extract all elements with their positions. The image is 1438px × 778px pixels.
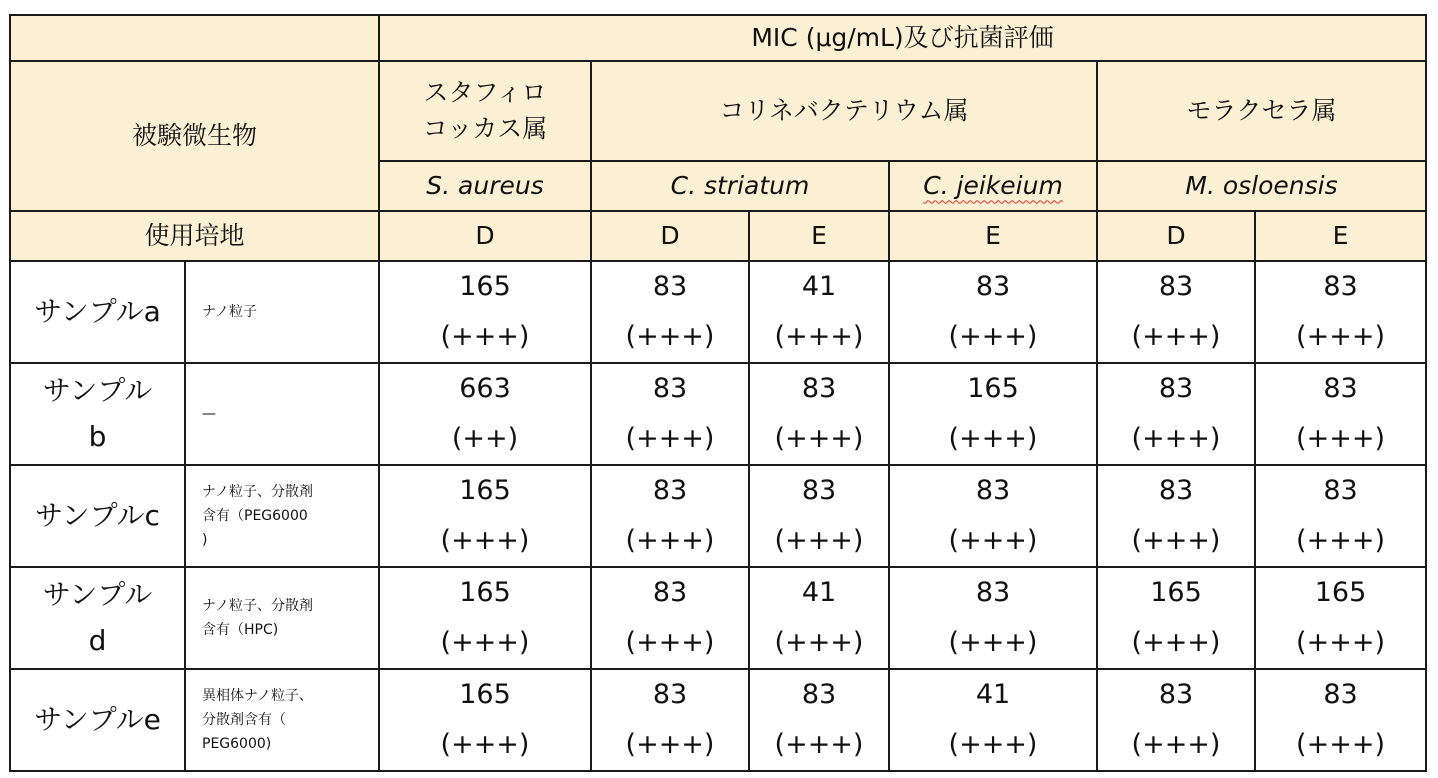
sample-condition: [185, 669, 379, 771]
sample-condition-line: ): [202, 532, 208, 548]
mic-value: 83: [1158, 475, 1194, 506]
mic-rating: (+++): [948, 627, 1038, 658]
sample-condition-line: 異相体ナノ粒子、: [202, 688, 314, 704]
corner-cell: [10, 15, 379, 61]
mic-value: 165: [967, 373, 1019, 404]
sample-condition: [185, 363, 379, 465]
mic-value: 83: [652, 373, 688, 404]
mic-cell: [591, 363, 749, 465]
mic-value: 83: [1158, 373, 1194, 404]
mic-value: 165: [459, 679, 511, 710]
mic-rating: (+++): [625, 423, 715, 454]
mic-cell: [591, 465, 749, 567]
mic-cell: [379, 567, 591, 669]
sample-condition: [185, 465, 379, 567]
mic-cell: [889, 465, 1097, 567]
sample-name-line: d: [88, 624, 107, 657]
mic-cell: [1255, 261, 1426, 363]
mic-cell: [749, 261, 889, 363]
mic-value: 663: [459, 373, 511, 404]
sample-condition: [185, 261, 379, 363]
sample-name-line: サンプルe: [34, 703, 161, 736]
mic-value: 83: [652, 475, 688, 506]
sample-condition-line: ナノ粒子: [202, 304, 258, 320]
mic-cell: [591, 261, 749, 363]
medium-cell: D: [1097, 211, 1255, 261]
sample-condition-line: PEG6000): [202, 736, 272, 752]
mic-table: [9, 14, 1427, 772]
sample-name: [10, 669, 185, 771]
mic-title: MIC (μg/mL)及び抗菌評価: [379, 15, 1426, 61]
mic-value: 83: [1323, 271, 1358, 302]
sample-condition-line: —: [202, 406, 216, 422]
mic-cell: [1097, 261, 1255, 363]
mic-cell: [379, 465, 591, 567]
mic-cell: [889, 669, 1097, 771]
sample-name: [10, 261, 185, 363]
mic-value: 83: [975, 271, 1011, 302]
sample-name-line: b: [88, 420, 107, 453]
mic-value: 83: [652, 679, 688, 710]
mic-value: 165: [1314, 577, 1367, 608]
mic-value: 83: [652, 271, 688, 302]
mic-rating: (+++): [625, 525, 715, 556]
sample-condition-line: ナノ粒子、分散剤: [202, 598, 314, 614]
mic-rating: (+++): [774, 321, 864, 352]
mic-cell: [1255, 465, 1426, 567]
mic-value: 83: [1323, 475, 1358, 506]
mic-value: 41: [975, 679, 1011, 710]
mic-value: 41: [801, 271, 837, 302]
mic-value: 83: [1323, 373, 1358, 404]
mic-rating: (+++): [1296, 423, 1385, 454]
medium-cell: D: [379, 211, 591, 261]
mic-rating: (+++): [948, 525, 1038, 556]
mic-rating: (+++): [774, 525, 864, 556]
mic-rating: (+++): [948, 423, 1038, 454]
table-row: [10, 363, 1426, 465]
sample-condition-line: 含有（HPC): [202, 622, 279, 638]
mic-value: 83: [975, 475, 1011, 506]
mic-cell: [1097, 363, 1255, 465]
sample-name: [10, 363, 185, 465]
mic-cell: [1255, 567, 1426, 669]
mic-value: 83: [1158, 679, 1194, 710]
table-row: [10, 567, 1426, 669]
sample-name: [10, 567, 185, 669]
mic-value: 83: [801, 373, 837, 404]
mic-rating: (+++): [1131, 627, 1221, 658]
mic-cell: [1097, 465, 1255, 567]
mic-rating: (+++): [1296, 321, 1385, 352]
mic-rating: (+++): [948, 729, 1038, 760]
test-microbe-label: 被験微生物: [10, 61, 379, 211]
mic-cell: [379, 363, 591, 465]
mic-cell: [1097, 567, 1255, 669]
sample-condition-line: ナノ粒子、分散剤: [202, 484, 314, 500]
mic-rating: (+++): [1131, 729, 1221, 760]
mic-rating: (+++): [1296, 729, 1385, 760]
mic-rating: (+++): [1296, 525, 1385, 556]
genus-staphylococcus: [379, 61, 591, 161]
mic-value: 165: [459, 577, 511, 608]
mic-rating: (+++): [774, 627, 864, 658]
sample-condition-line: 含有（PEG6000: [202, 508, 308, 524]
species-c-jeikeium: [889, 161, 1097, 211]
mic-cell: [1255, 669, 1426, 771]
mic-value: 83: [801, 679, 837, 710]
mic-value: 83: [652, 577, 688, 608]
medium-label: 使用培地: [10, 211, 379, 261]
mic-rating: (+++): [774, 729, 864, 760]
mic-rating: (+++): [1296, 627, 1385, 658]
mic-rating: (+++): [1131, 321, 1221, 352]
mic-value: 41: [801, 577, 837, 608]
species-c-jeikeium-text: C. jeikeium: [923, 171, 1063, 201]
mic-cell: [591, 567, 749, 669]
mic-cell: [889, 261, 1097, 363]
mic-cell: [591, 669, 749, 771]
mic-rating: (+++): [440, 321, 530, 352]
species-c-striatum: C. striatum: [591, 161, 889, 211]
mic-cell: [749, 465, 889, 567]
mic-rating: (+++): [440, 627, 530, 658]
mic-rating: (++): [451, 423, 519, 454]
mic-rating: (+++): [625, 627, 715, 658]
genus-corynebacterium: コリネバクテリウム属: [591, 61, 1097, 161]
species-s-aureus: S. aureus: [379, 161, 591, 211]
sample-condition: [185, 567, 379, 669]
table-row: [10, 669, 1426, 771]
mic-value: 83: [1158, 271, 1194, 302]
sample-name-line: サンプル: [42, 374, 153, 407]
table-row: [10, 465, 1426, 567]
sample-name-line: サンプルc: [35, 499, 160, 532]
mic-value: 165: [459, 271, 511, 302]
sample-name-line: サンプルa: [34, 295, 161, 328]
mic-rating: (+++): [1131, 525, 1221, 556]
mic-cell: [889, 567, 1097, 669]
mic-rating: (+++): [625, 321, 715, 352]
mic-cell: [1097, 669, 1255, 771]
mic-value: 83: [1323, 679, 1358, 710]
mic-rating: (+++): [774, 423, 864, 454]
mic-rating: (+++): [1131, 423, 1221, 454]
medium-cell: E: [889, 211, 1097, 261]
mic-value: 165: [459, 475, 511, 506]
genus-staph-line1: スタフィロ: [423, 77, 547, 107]
mic-cell: [379, 261, 591, 363]
mic-value: 165: [1150, 577, 1202, 608]
mic-cell: [889, 363, 1097, 465]
species-m-osloensis: M. osloensis: [1097, 161, 1426, 211]
mic-rating: (+++): [440, 525, 530, 556]
mic-cell: [749, 567, 889, 669]
mic-value: 83: [975, 577, 1011, 608]
table-row: [10, 261, 1426, 363]
genus-moraxella: モラクセラ属: [1097, 61, 1426, 161]
sample-name: [10, 465, 185, 567]
mic-cell: [749, 363, 889, 465]
sample-name-line: サンプル: [42, 578, 153, 611]
sample-condition-line: 分散剤含有（: [202, 712, 286, 728]
mic-rating: (+++): [948, 321, 1038, 352]
mic-cell: [749, 669, 889, 771]
mic-cell: [379, 669, 591, 771]
data-rows: [10, 261, 1426, 771]
genus-staph-line2: コッカス属: [422, 114, 548, 143]
medium-cell: E: [749, 211, 889, 261]
mic-rating: (+++): [625, 729, 715, 760]
medium-cell: E: [1255, 211, 1426, 261]
mic-value: 83: [801, 475, 837, 506]
mic-cell: [1255, 363, 1426, 465]
medium-cell: D: [591, 211, 749, 261]
mic-rating: (+++): [440, 729, 530, 760]
